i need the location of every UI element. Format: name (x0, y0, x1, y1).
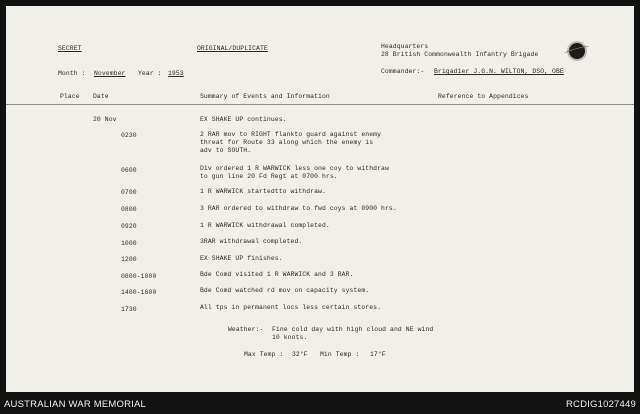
commander-label: Commander:- (381, 68, 425, 75)
entry-text: Bde Comd visited 1 R WARWICK and 3 RAR. (200, 271, 354, 278)
entry-text: 1 R WARWICK withdrawal completed. (200, 222, 330, 229)
hq-label: Headquarters (381, 43, 429, 50)
max-temp-value: 32°F (292, 351, 308, 358)
archive-footer (0, 396, 640, 414)
year-label: Year : (138, 70, 162, 77)
min-temp-label: Min Temp : (320, 351, 360, 358)
column-reference: Reference to Appendices (438, 93, 529, 100)
min-temp-value: 17°F (370, 351, 386, 358)
weather-text: 10 knots. (272, 334, 308, 341)
entry-time: 1400-1600 (121, 289, 157, 296)
year-value: 1953 (168, 70, 184, 77)
max-temp-label: Max Temp : (244, 351, 284, 358)
weather-text: Fine cold day with high cloud and NE wind (272, 326, 434, 333)
entry-time: 1000 (121, 240, 137, 247)
entry-text: Div ordered 1 R WARWICK less one coy to withdraw (200, 165, 389, 172)
entry-text: EX SHAKE UP continues. (200, 116, 287, 123)
entry-time: 0230 (121, 132, 137, 139)
classification-stamp: SECRET (58, 45, 82, 52)
entry-text: adv to SOUTH. (200, 147, 252, 154)
entry-text: All tps in permanent locs less certain stores. (200, 304, 382, 311)
copy-type: ORIGINAL/DUPLICATE (197, 45, 268, 52)
column-summary: Summary of Events and Information (200, 93, 330, 100)
entry-time: 0800 (121, 206, 137, 213)
entry-text: EX SHAKE UP finishes. (200, 255, 283, 262)
entry-text: 2 RAR mov to RIGHT flankto guard against enemy (200, 131, 382, 138)
formation-name: 28 British Commonwealth Infantry Brigade (381, 51, 539, 58)
entry-time: 1730 (121, 306, 137, 313)
entry-date: 20 Nov (93, 116, 117, 123)
archive-id: RCDIG1027449 (566, 399, 636, 410)
weather-label: Weather:- (228, 326, 264, 333)
entry-time: 0800-1000 (121, 273, 157, 280)
entry-text: threat for Route 33 along which the enemy is (200, 139, 374, 146)
entry-time: 0700 (121, 189, 137, 196)
entry-time: 1200 (121, 256, 137, 263)
column-place: Place (60, 93, 80, 100)
archive-name: AUSTRALIAN WAR MEMORIAL (4, 399, 147, 410)
entry-time: 0600 (121, 167, 137, 174)
entry-text: 3 RAR ordered to withdraw to fwd coys at 0900 hrs. (200, 205, 397, 212)
header-divider (6, 104, 634, 105)
entry-time: 0920 (121, 223, 137, 230)
war-diary-page (6, 6, 634, 392)
entry-text: 3RAR withdrawal completed. (200, 238, 303, 245)
entry-text: Bde Comd watched rd mov on capacity system. (200, 287, 370, 294)
month-value: November (94, 70, 126, 77)
punch-hole-icon (569, 43, 585, 59)
column-date: Date (93, 93, 109, 100)
month-label: Month : (58, 70, 86, 77)
entry-text: 1 R WARWICK startedtto withdraw. (200, 188, 326, 195)
commander-name: Brigadier J.G.N. WILTON, DSO, OBE (434, 68, 564, 75)
entry-text: to gun line 20 Fd Regt at 0700 hrs. (200, 173, 338, 180)
